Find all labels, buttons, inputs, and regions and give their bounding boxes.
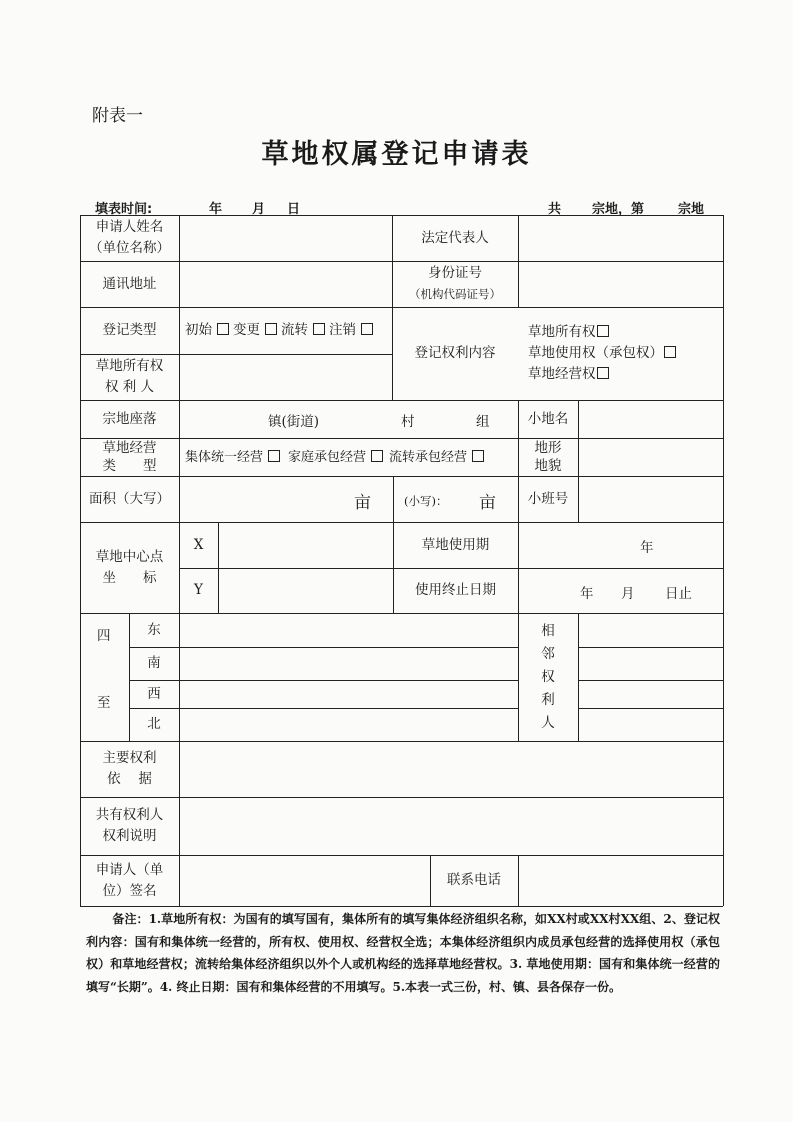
area-upper-label: 面积（大写） — [89, 490, 170, 507]
fill-day-label: 日 — [287, 202, 301, 217]
rights-content-label: 登记权利内容 — [414, 345, 496, 361]
small-place-field[interactable] — [580, 402, 721, 436]
id-number-field[interactable] — [520, 263, 721, 305]
use-end-month: 月 — [621, 586, 635, 602]
mgmt-household[interactable]: 家庭承包经营 — [288, 447, 383, 468]
terrain-line2: 地貌 — [534, 458, 562, 474]
direction-north: 北 — [147, 716, 161, 732]
mgmt-collective[interactable]: 集体统一经营 — [185, 447, 280, 468]
direction-south: 南 — [147, 655, 161, 671]
checkbox-icon — [361, 323, 373, 335]
co-owner-label — [80, 797, 179, 855]
form-title: 草地权属登记申请表 — [261, 139, 532, 170]
mu-unit-lower: 亩 — [479, 493, 496, 513]
terrain-line1: 地形 — [534, 440, 562, 456]
x-field[interactable] — [220, 524, 391, 566]
reg-type-label: 登记类型 — [102, 322, 157, 338]
mgmt-transfer[interactable]: 流转承包经营 — [389, 447, 484, 468]
checkbox-icon — [371, 450, 383, 462]
legal-rep-label: 法定代表人 — [421, 229, 489, 246]
fill-time-label: 填表时间: — [95, 202, 153, 217]
reg-type-initial[interactable]: 初始 — [185, 320, 229, 341]
signature-line2: 位）签名 — [102, 882, 157, 899]
checkbox-icon — [472, 450, 484, 462]
east-field[interactable] — [181, 615, 516, 645]
parcel-sep-label: 宗地，第 — [592, 202, 645, 217]
co-owner-line1: 共有权利人 — [95, 807, 164, 823]
phone-label: 联系电话 — [447, 872, 501, 888]
center-label — [80, 522, 179, 613]
area-lower-label: (小写)： — [404, 494, 448, 508]
neighbors-char: 利 — [541, 691, 555, 708]
neighbor-west-field[interactable] — [580, 682, 721, 706]
direction-east: 东 — [147, 621, 161, 638]
neighbors-char: 人 — [541, 714, 555, 731]
location-label: 宗地座落 — [102, 410, 157, 427]
group-label: 组 — [476, 414, 490, 430]
mu-unit-upper: 亩 — [354, 493, 371, 513]
applicant-name-line2: （单位名称） — [89, 240, 170, 256]
checkbox-icon — [217, 323, 229, 335]
south-field[interactable] — [181, 649, 516, 678]
neighbor-north-field[interactable] — [580, 710, 721, 739]
owner-line1: 草地所有权 — [95, 358, 164, 374]
village-label: 村 — [401, 414, 415, 430]
mgmt-type-line2: 类 型 — [102, 458, 157, 474]
rights-options — [528, 322, 676, 385]
mgmt-type-options — [179, 438, 518, 476]
four-sides-top: 四 — [97, 628, 111, 644]
rights-use[interactable]: 草地使用权（承包权） — [528, 343, 676, 364]
signature-line1: 申请人（单 — [95, 861, 164, 878]
annex-label: 附表一 — [92, 106, 143, 126]
id-number-text: 身份证号 — [428, 265, 482, 281]
use-period-label: 草地使用期 — [421, 536, 490, 553]
neighbors-char: 邻 — [541, 645, 555, 662]
checkbox-icon — [597, 325, 609, 337]
org-code-text: （机构代码证号） — [409, 287, 501, 301]
checkbox-icon — [597, 367, 609, 379]
use-end-label: 使用终止日期 — [415, 582, 496, 598]
north-field[interactable] — [181, 710, 516, 739]
fill-year-label: 年 — [209, 202, 223, 217]
neighbors-char: 相 — [541, 622, 555, 639]
center-line2: 坐 标 — [102, 569, 157, 586]
owner-line2: 权 利 人 — [104, 379, 155, 395]
basis-line1: 主要权利 — [102, 750, 157, 766]
owner-label — [80, 354, 179, 400]
four-sides-bottom: 至 — [97, 695, 111, 711]
west-field[interactable] — [181, 682, 516, 706]
use-end-day: 日止 — [665, 586, 692, 602]
legal-rep-field[interactable] — [520, 217, 721, 259]
reg-type-cancel[interactable]: 注销 — [329, 320, 373, 341]
direction-west: 西 — [147, 685, 161, 702]
reg-type-options — [179, 307, 392, 354]
signature-label — [80, 855, 179, 906]
basis-field[interactable] — [181, 743, 721, 795]
y-label: Y — [194, 582, 203, 598]
checkbox-icon — [268, 450, 280, 462]
neighbors-char: 权 — [541, 668, 555, 685]
reg-type-transfer[interactable]: 流转 — [281, 320, 325, 341]
rights-management[interactable]: 草地经营权 — [528, 364, 676, 385]
area-lower-field[interactable] — [448, 478, 476, 520]
mgmt-type-line1: 草地经营 — [102, 440, 157, 456]
center-line1: 草地中心点 — [95, 548, 164, 565]
signature-field[interactable] — [181, 857, 428, 904]
id-number-label — [392, 261, 518, 307]
address-label: 通讯地址 — [102, 275, 157, 292]
sub-plot-label: 小班号 — [527, 490, 569, 507]
applicant-name-line1: 申请人姓名 — [95, 219, 164, 235]
total-label: 共 — [548, 202, 562, 217]
co-owner-field[interactable] — [181, 799, 721, 853]
small-place-label: 小地名 — [527, 410, 569, 427]
neighbor-south-field[interactable] — [580, 649, 721, 678]
notes: 备注：1.草地所有权：为国有的填写国有，集体所有的填写集体经济组织名称，如XX村或XX村XX组、2、登记权利内容：国有和集体统一经营的，所有权、使用权、经营权全选；本集体经济组织内成员承包经营的选择使用权（承包权）和草地经营权；流转给集体经济组织以外个人或机构经的选择草地经营权。3. 草地使用期：国有和集体统一经营的填写“长期”。4. 终止日期：国有和集体经营的不用填写。5.本表一式三份，村、镇、县各保存一份。 — [86, 912, 720, 994]
reg-type-change[interactable]: 变更 — [233, 320, 277, 341]
basis-line2: 依 据 — [107, 771, 152, 787]
fill-month-label: 月 — [252, 202, 266, 217]
rights-ownership[interactable]: 草地所有权 — [528, 322, 676, 343]
checkbox-icon — [265, 323, 277, 335]
applicant-name-field[interactable] — [181, 217, 390, 259]
town-label: 镇(街道) — [268, 414, 320, 430]
co-owner-line2: 权利说明 — [102, 828, 157, 844]
checkbox-icon — [313, 323, 325, 335]
applicant-name-label — [80, 215, 179, 261]
terrain-field[interactable] — [580, 440, 721, 474]
phone-field[interactable] — [520, 857, 721, 904]
parcel-label: 宗地 — [678, 202, 705, 217]
terrain-label — [518, 438, 578, 476]
neighbors-label — [518, 620, 578, 734]
neighbor-east-field[interactable] — [580, 615, 721, 645]
checkbox-icon — [664, 346, 676, 358]
mgmt-type-label — [80, 438, 179, 476]
sub-plot-field[interactable] — [580, 478, 721, 520]
use-end-year: 年 — [580, 586, 594, 602]
x-label: X — [193, 536, 204, 553]
use-period-year: 年 — [640, 540, 654, 556]
owner-field[interactable] — [181, 356, 390, 398]
address-field[interactable] — [181, 263, 390, 305]
area-upper-field[interactable] — [181, 478, 341, 520]
basis-label — [80, 741, 179, 797]
y-field[interactable] — [220, 570, 391, 611]
